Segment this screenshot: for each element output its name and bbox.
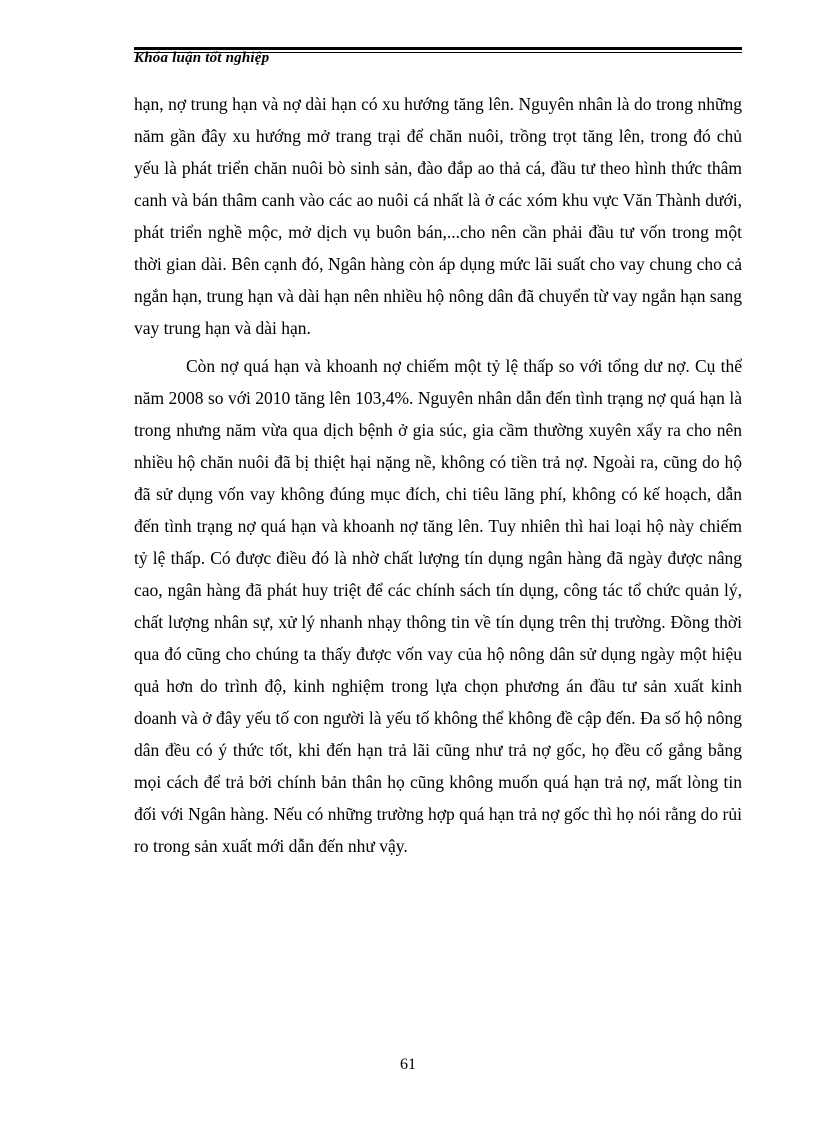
paragraph-1: hạn, nợ trung hạn và nợ dài hạn có xu hướng tăng lên. Nguyên nhân là do trong những năm gần đây xu hướng mở trang trại để chăn nuôi, trồng trọt tăng lên, trong đó chủ yếu là phát triển chăn nuôi bò sinh sản, đào đắp ao thả cá, đầu tư theo hình thức thâm canh và bán thâm canh vào các ao nuôi cá nhất là ở các xóm khu vực Văn Thành dưới, phát triển nghề mộc, mở dịch vụ buôn bán,...cho nên cần phải đầu tư vốn trong một thời gian dài. Bên cạnh đó, Ngân hàng còn áp dụng mức lãi suất cho vay chung cho cả ngắn hạn, trung hạn và dài hạn nên nhiều hộ nông dân đã chuyển từ vay ngắn hạn sang vay trung hạn và dài hạn. xyxy=(134,94,742,338)
paragraph-2: Còn nợ quá hạn và khoanh nợ chiếm một tỷ lệ thấp so với tổng dư nợ. Cụ thể năm 2008 so với 2010 tăng lên 103,4%. Nguyên nhân dẫn đến tình trạng nợ quá hạn là trong nhưng năm vừa qua dịch bệnh ở gia súc, gia cầm thường xuyên xẩy ra cho nên nhiều hộ chăn nuôi đã bị thiệt hại nặng nề, không có tiền trả nợ. Ngoài ra, cũng do hộ đã sử dụng vốn vay không đúng mục đích, chi tiêu lãng phí, không có kế hoạch, dẫn đến tình trạng nợ quá hạn và khoanh nợ tăng lên. Tuy nhiên thì hai loại hộ này chiếm tỷ lệ thấp. Có được điều đó là nhờ chất lượng tín dụng ngân hàng đã ngày được nâng cao, ngân hàng đã phát huy triệt để các chính sách tín dụng, công tác tổ chức quản lý, chất lượng nhân sự, xử lý nhanh nhạy thông tin về tín dụng trên thị trường. Đồng thời qua đó cũng cho chúng ta thấy được vốn vay của hộ nông dân sử dụng ngày một hiệu quả hơn do trình độ, kinh nghiệm trong lựa chọn phương án đầu tư sản xuất kinh doanh và ở đây yếu tố con người là yếu tố không thể không đề cập đến. Đa số hộ nông dân đều có ý thức tốt, khi đến hạn trả lãi cũng như trả nợ gốc, họ đều cố gắng bằng mọi cách để trả bởi chính bản thân họ cũng không muốn quá hạn trả nợ, mất lòng tin đối với Ngân hàng. Nếu có những trường hợp quá hạn trả nợ gốc thì họ nói rằng do rủi ro trong sản xuất mới dẫn đến như vậy. xyxy=(134,356,742,856)
header-title: Khóa luận tốt nghiệp xyxy=(134,50,270,66)
body-text xyxy=(134,88,742,862)
page-header xyxy=(134,47,742,71)
page-number: 61 xyxy=(400,1056,416,1073)
